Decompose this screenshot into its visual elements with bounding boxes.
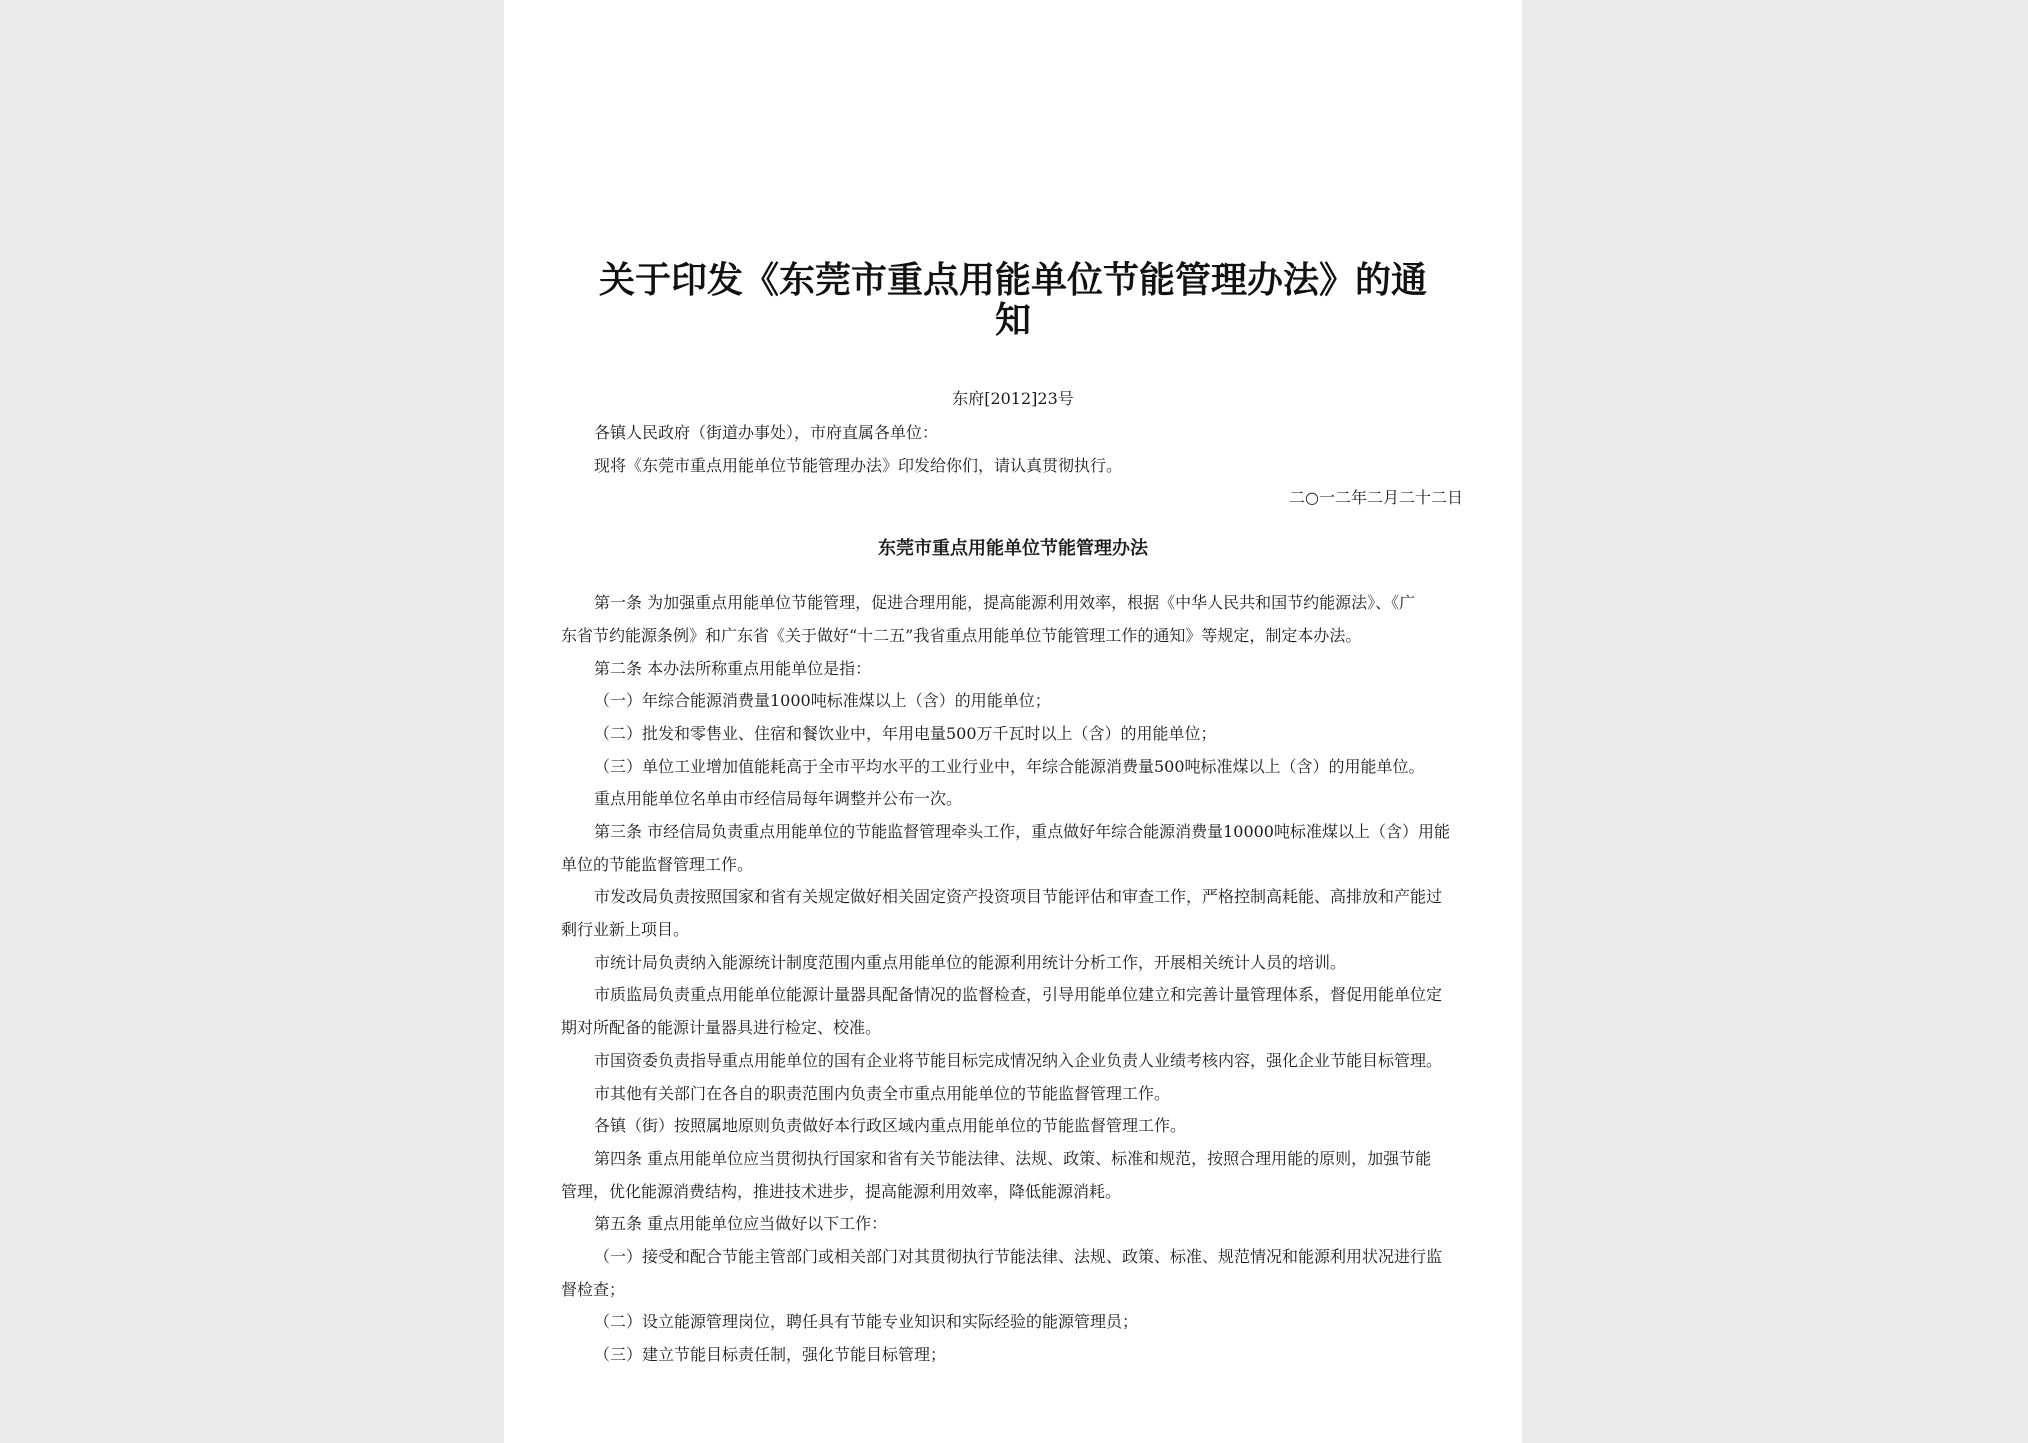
body-line: 督检查； [561,1280,626,1299]
body-line: （二）设立能源管理岗位，聘任具有节能专业知识和实际经验的能源管理员； [594,1312,1139,1331]
body-line: 第二条 本办法所称重点用能单位是指： [594,659,872,678]
issue-date: 二○一二年二月二十二日 [1289,488,1463,507]
body-line: 东省节约能源条例》和广东省《关于做好“十二五”我省重点用能单位节能管理工作的通知》等规定，制定本办法。 [561,626,1362,645]
body-line: 第三条 市经信局负责重点用能单位的节能监督管理牵头工作，重点做好年综合能源消费量10000吨标准煤以上（含）用能 [594,822,1450,841]
body-line: 管理，优化能源消费结构，推进技术进步，提高能源利用效率，降低能源消耗。 [561,1182,1122,1201]
document-title [584,260,1442,340]
body-line: 市质监局负责重点用能单位能源计量器具配备情况的监督检查，引导用能单位建立和完善计量管理体系，督促用能单位定 [594,985,1443,1004]
body-line: 第一条 为加强重点用能单位节能管理，促进合理用能，提高能源利用效率，根据《中华人民共和国节约能源法》、《广 [594,593,1416,612]
addressee: 各镇人民政府（街道办事处），市府直属各单位： [594,423,939,442]
body-line: 期对所配备的能源计量器具进行检定、校准。 [561,1018,882,1037]
body-line: 市发改局负责按照国家和省有关规定做好相关固定资产投资项目节能评估和审查工作，严格控制高耗能、高排放和产能过 [594,887,1443,906]
body-line: 剩行业新上项目。 [561,920,690,939]
document-page [504,0,1522,1443]
body-line: 第四条 重点用能单位应当贯彻执行国家和省有关节能法律、法规、政策、标准和规范，按照合理用能的原则，加强节能 [594,1149,1432,1168]
body-line: 各镇（街）按照属地原则负责做好本行政区域内重点用能单位的节能监督管理工作。 [594,1116,1187,1135]
body-line: 单位的节能监督管理工作。 [561,855,754,874]
body-line: （二）批发和零售业、住宿和餐饮业中，年用电量500万千瓦时以上（含）的用能单位； [594,724,1217,743]
title-line-1: 关于印发《东莞市重点用能单位节能管理办法》的通 [598,259,1427,301]
body-line: （三）单位工业增加值能耗高于全市平均水平的工业行业中，年综合能源消费量500吨标准煤以上（含）的用能单位。 [594,757,1425,776]
body-line: （一）接受和配合节能主管部门或相关部门对其贯彻执行节能法律、法规、政策、标准、规范情况和能源利用状况进行监 [594,1247,1443,1266]
body-line: 市统计局负责纳入能源统计制度范围内重点用能单位的能源利用统计分析工作，开展相关统计人员的培训。 [594,953,1347,972]
document-number: 东府[2012]23号 [952,389,1074,408]
body-line: 第五条 重点用能单位应当做好以下工作： [594,1214,888,1233]
body-line: 市国资委负责指导重点用能单位的国有企业将节能目标完成情况纳入企业负责人业绩考核内容，强化企业节能目标管理。 [594,1051,1443,1070]
regulation-title: 东莞市重点用能单位节能管理办法 [878,538,1148,559]
notice-text: 现将《东莞市重点用能单位节能管理办法》印发给你们，请认真贯彻执行。 [594,456,1123,475]
body-line: 市其他有关部门在各自的职责范围内负责全市重点用能单位的节能监督管理工作。 [594,1084,1171,1103]
body-line: 重点用能单位名单由市经信局每年调整并公布一次。 [594,789,963,808]
body-line: （一）年综合能源消费量1000吨标准煤以上（含）的用能单位； [594,691,1051,710]
title-line-2: 知 [994,299,1031,341]
body-line: （三）建立节能目标责任制，强化节能目标管理； [594,1345,947,1364]
